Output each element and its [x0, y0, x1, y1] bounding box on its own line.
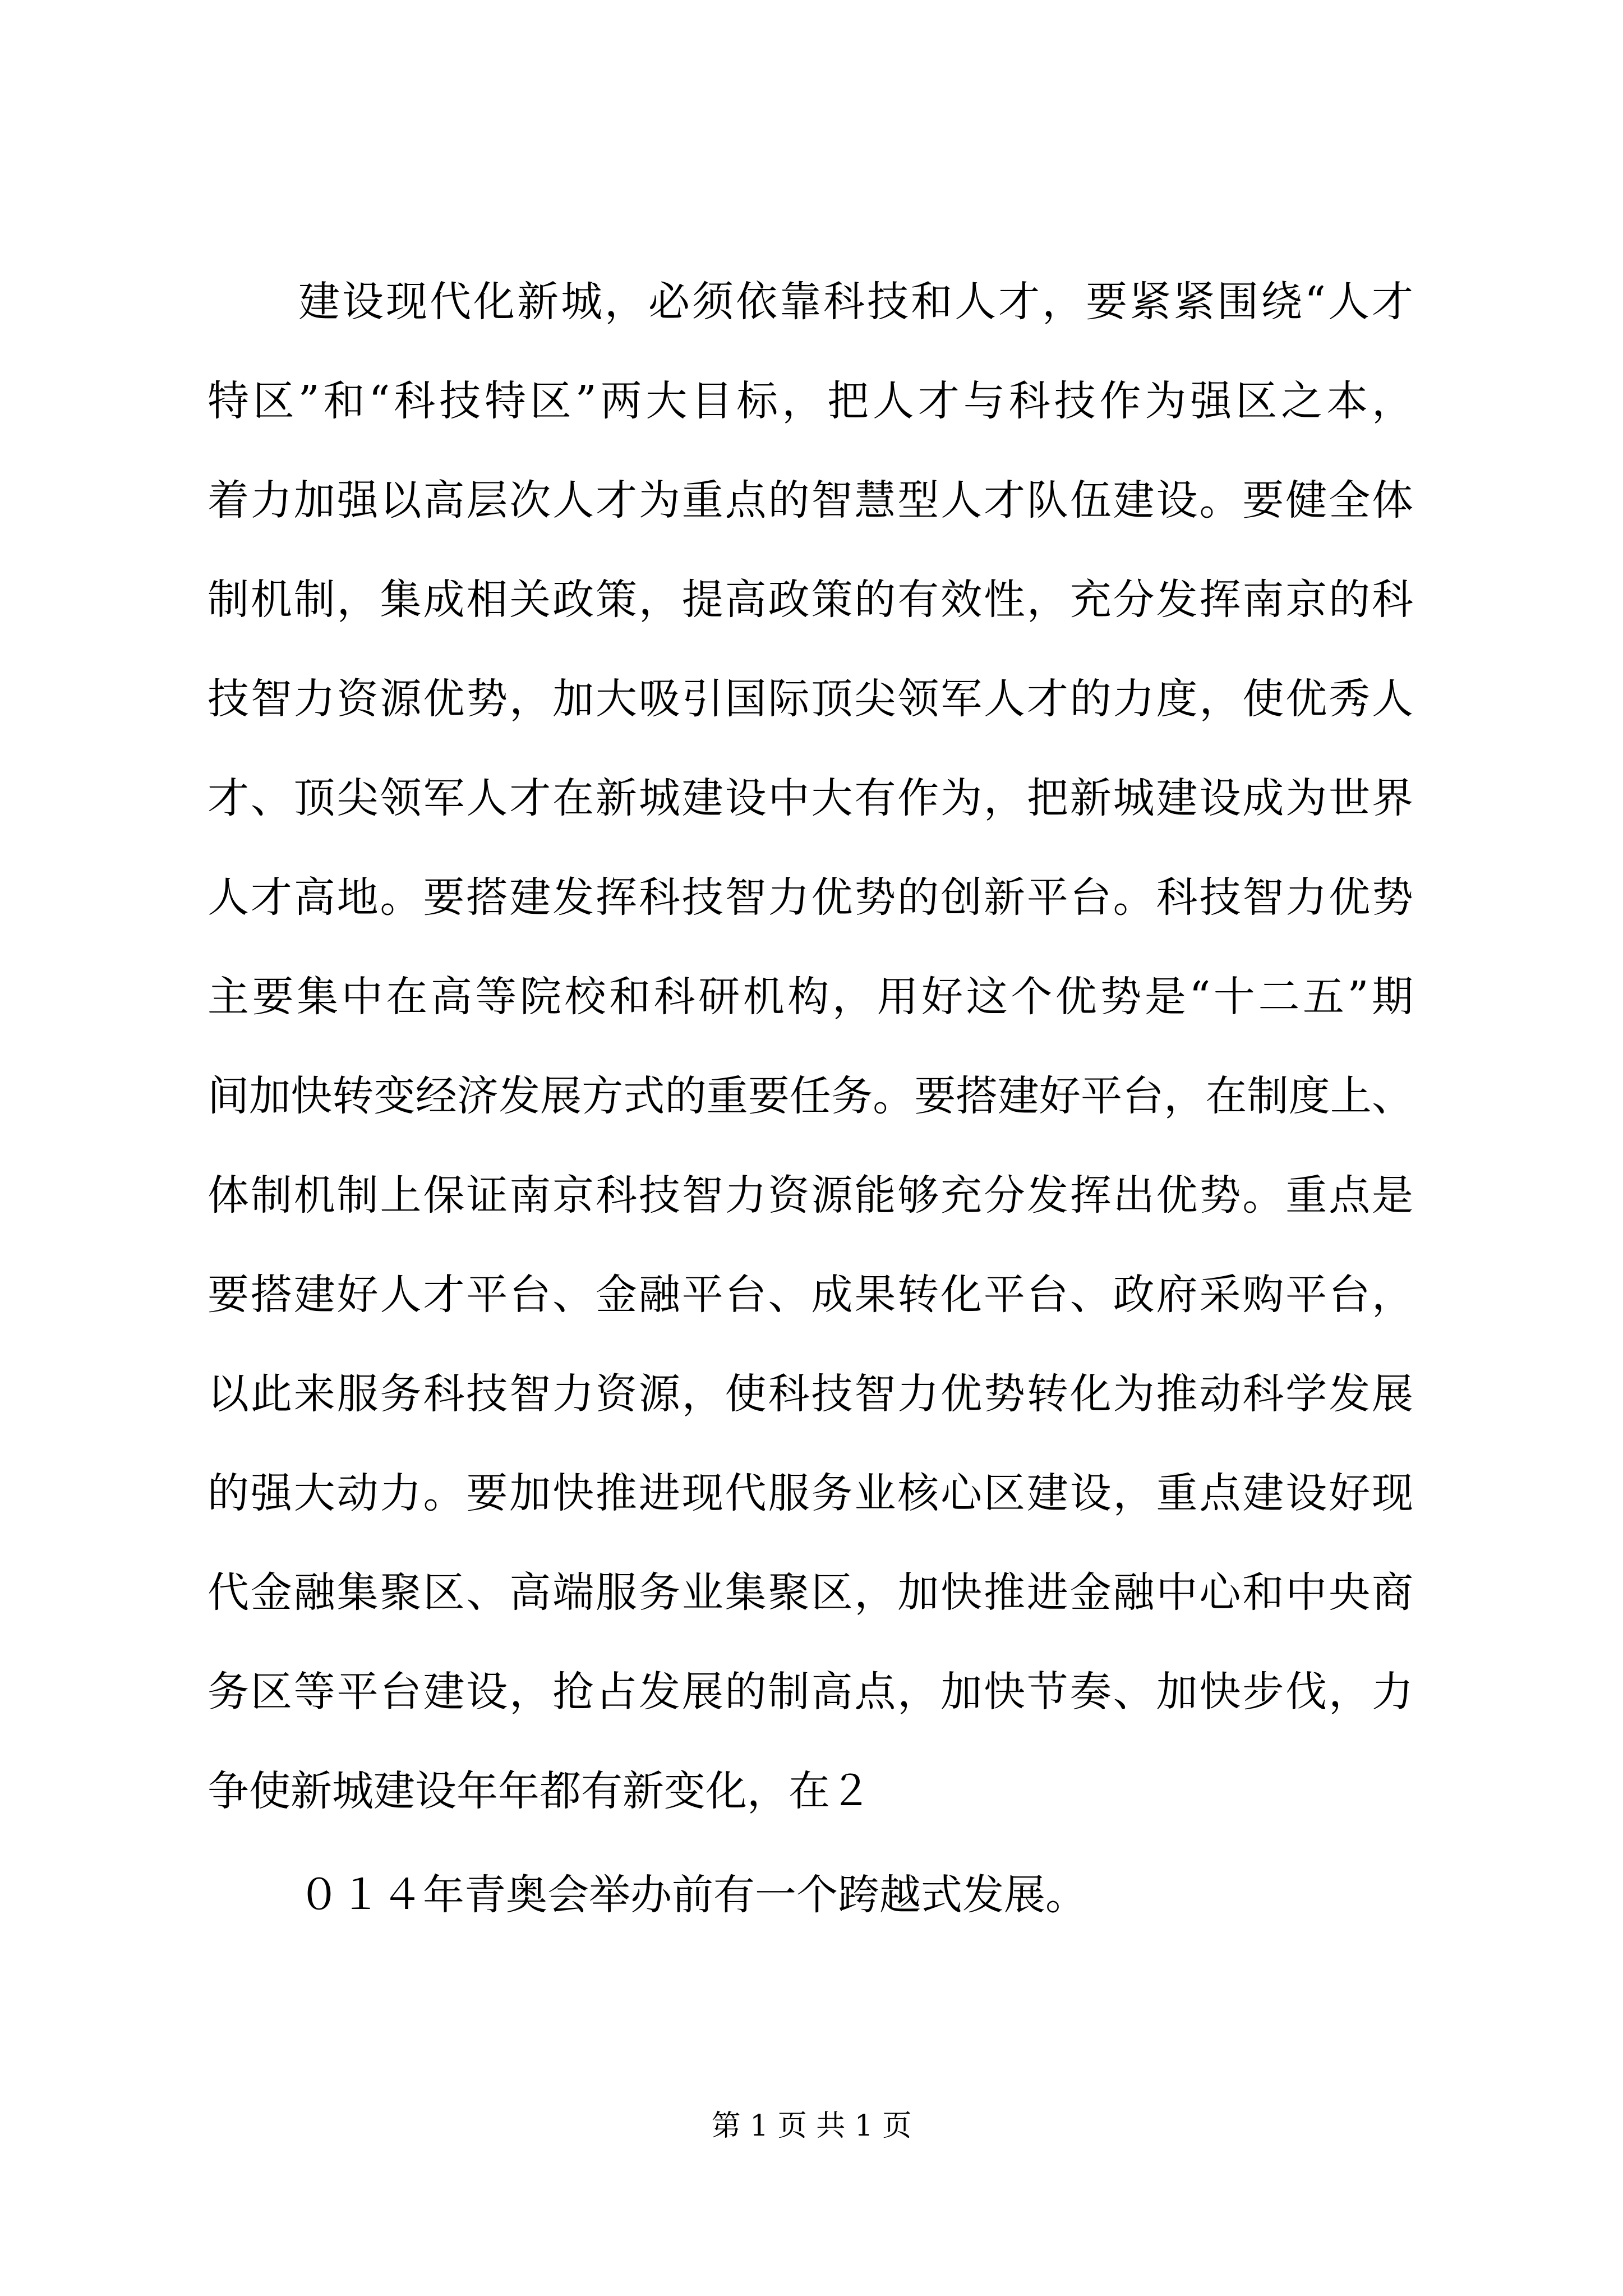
paragraph-line: 争使新城建设年年都有新变化，在２ — [208, 1767, 872, 1815]
paragraph-line: 技智力资源优势，加大吸引国际顶尖领军人才的力度，使优秀人 — [208, 675, 1413, 723]
paragraph-line: ０１４年青奥会举办前有一个跨越式发展。 — [298, 1871, 1087, 1919]
paragraph-line: 主要集中在高等院校和科研机构，用好这个优势是“十二五”期 — [208, 973, 1413, 1021]
paragraph-line: 制机制，集成相关政策，提高政策的有效性，充分发挥南京的科 — [208, 576, 1413, 624]
paragraph-line: 体制机制上保证南京科技智力资源能够充分发挥出优势。重点是 — [208, 1171, 1413, 1220]
paragraph-line: 才、顶尖领军人才在新城建设中大有作为，把新城建设成为世界 — [208, 774, 1413, 822]
body-paragraphs — [208, 252, 1413, 1945]
paragraph-line: 间加快转变经济发展方式的重要任务。要搭建好平台，在制度上、 — [208, 1072, 1413, 1120]
paragraph-line: 代金融集聚区、高端服务业集聚区，加快推进金融中心和中央商 — [208, 1568, 1413, 1617]
paragraph-line: 建设现代化新城，必须依靠科技和人才，要紧紧围绕“人才 — [298, 278, 1413, 326]
paragraph-line: 特区”和“科技特区”两大目标，把人才与科技作为强区之本， — [208, 377, 1413, 425]
paragraph-line: 的强大动力。要加快推进现代服务业核心区建设，重点建设好现 — [208, 1469, 1413, 1517]
paragraph-line: 以此来服务科技智力资源，使科技智力优势转化为推动科学发展 — [208, 1370, 1413, 1418]
paragraph-line: 要搭建好人才平台、金融平台、成果转化平台、政府采购平台， — [208, 1271, 1413, 1319]
paragraph-line: 人才高地。要搭建发挥科技智力优势的创新平台。科技智力优势 — [208, 873, 1413, 922]
paragraph-line: 着力加强以高层次人才为重点的智慧型人才队伍建设。要健全体 — [208, 476, 1413, 524]
page-number-footer: 第 1 页 共 1 页 — [711, 2109, 912, 2143]
paragraph-line: 务区等平台建设，抢占发展的制高点，加快节奏、加快步伐，力 — [208, 1668, 1413, 1716]
